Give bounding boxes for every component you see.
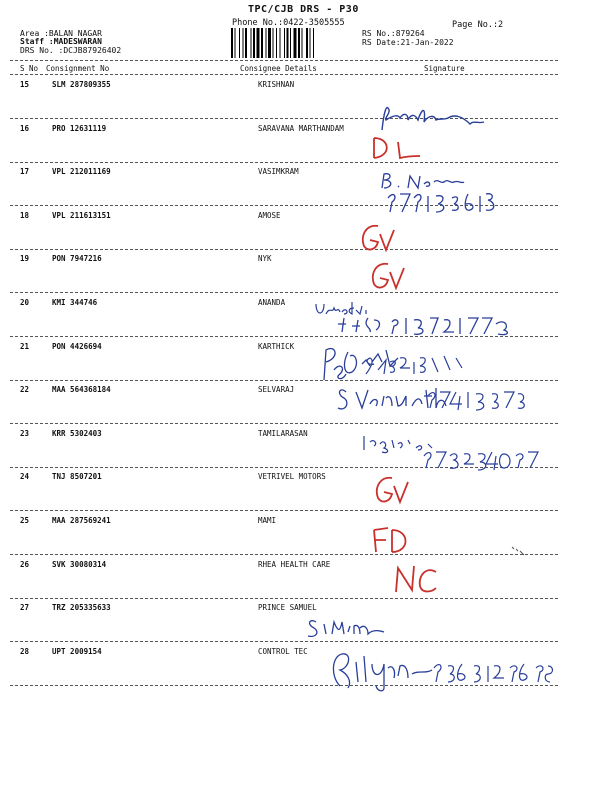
rs-number: RS No.:879264: [362, 29, 425, 38]
column-header-signature: Signature: [424, 64, 465, 73]
header-bottom-divider: [10, 74, 558, 75]
row-consignment-number: TNJ 8507201: [52, 472, 102, 482]
row-consignment-number: SVK 30080314: [52, 559, 107, 569]
signature-28-name: [326, 648, 436, 696]
row-serial-number: 23: [20, 428, 30, 438]
row-consignee-name: AMOSE: [258, 210, 281, 220]
row-consignment-number: VPL 211613151: [52, 210, 111, 220]
scan-speck-marks: [510, 545, 530, 559]
row-divider: [10, 249, 558, 250]
row-serial-number: 18: [20, 210, 30, 220]
row-serial-number: 15: [20, 80, 30, 89]
column-header-sno: S No: [20, 64, 39, 73]
row-consignment-number: MAA 287569241: [52, 516, 111, 525]
signature-27: [306, 614, 386, 644]
document-title: TPC/CJB DRS - P30: [248, 4, 359, 15]
row-consignee-name: TAMILARASAN: [258, 428, 308, 438]
row-consignment-number: TRZ 205335633: [52, 603, 111, 613]
header-top-divider: [10, 60, 558, 61]
row-serial-number: 24: [20, 472, 30, 482]
row-consignee-name: NYK: [258, 254, 272, 264]
row-consignment-number: SLM 287809355: [52, 80, 111, 89]
signature-26: [392, 562, 442, 600]
row-consignment-number: PON 7947216: [52, 254, 102, 264]
row-consignee-name: CONTROL TEC: [258, 646, 308, 656]
signature-23-phone: [420, 448, 540, 476]
rs-date: RS Date:21-Jan-2022: [362, 38, 454, 47]
row-divider: [10, 292, 558, 293]
signature-28-phone: [430, 660, 554, 690]
signature-21-phone: [362, 352, 472, 382]
row-consignment-number: KRR 5302403: [52, 428, 102, 438]
row-divider: [10, 510, 558, 511]
row-consignee-name: KRISHNAN: [258, 80, 295, 89]
row-divider: [10, 162, 558, 163]
row-divider: [10, 554, 558, 555]
row-consignment-number: KMI 344746: [52, 298, 98, 307]
area-label: Area :BALAN NAGAR: [20, 29, 102, 38]
phone-number: Phone No.:0422-3505555: [232, 18, 345, 28]
row-consignee-name: MAMI: [258, 516, 277, 525]
row-consignee-name: SARAVANA MARTHANDAM: [258, 123, 344, 133]
row-serial-number: 27: [20, 603, 30, 613]
signature-25: [368, 524, 414, 560]
drs-number: DRS No. :DCJB87926402: [20, 46, 122, 55]
row-consignment-number: PRO 12631119: [52, 123, 107, 133]
row-serial-number: 25: [20, 516, 30, 525]
row-divider: [10, 598, 558, 599]
row-consignment-number: MAA 564368184: [52, 385, 111, 395]
signature-22-phone: [424, 388, 530, 416]
barcode-image: [230, 28, 354, 58]
row-consignee-name: VASIMKRAM: [258, 167, 299, 177]
row-consignee-name: ANANDA: [258, 298, 286, 307]
row-divider: [10, 423, 558, 424]
row-serial-number: 26: [20, 559, 30, 569]
column-header-consignee: Consignee Details: [240, 64, 317, 73]
row-consignment-number: UPT 2009154: [52, 646, 102, 656]
row-consignee-name: SELVARAJ: [258, 385, 295, 395]
signature-17-phone: [384, 190, 508, 218]
signature-24: [370, 472, 410, 510]
row-serial-number: 21: [20, 341, 30, 351]
row-serial-number: 20: [20, 298, 30, 307]
row-consignment-number: PON 4426694: [52, 341, 102, 351]
row-consignee-name: RHEA HEALTH CARE: [258, 559, 331, 569]
row-consignee-name: PRINCE SAMUEL: [258, 603, 317, 613]
signature-19: [366, 258, 406, 296]
row-serial-number: 22: [20, 385, 30, 395]
column-header-consignment: Consignment No: [46, 64, 110, 73]
signature-16-code: [368, 134, 428, 166]
row-divider: [10, 641, 558, 642]
signature-18: [356, 220, 396, 258]
row-serial-number: 16: [20, 123, 30, 133]
signature-20-phone: [334, 314, 524, 340]
page-number: Page No.:2: [452, 20, 504, 30]
row-divider: [10, 380, 558, 381]
row-consignment-number: VPL 212011169: [52, 167, 111, 177]
row-serial-number: 17: [20, 167, 30, 177]
row-serial-number: 19: [20, 254, 30, 264]
row-consignee-name: VETRIVEL MOTORS: [258, 472, 326, 482]
staff-label: Staff :MADESWARAN: [20, 37, 102, 46]
row-serial-number: 28: [20, 646, 30, 656]
row-consignee-name: KARTHICK: [258, 341, 295, 351]
